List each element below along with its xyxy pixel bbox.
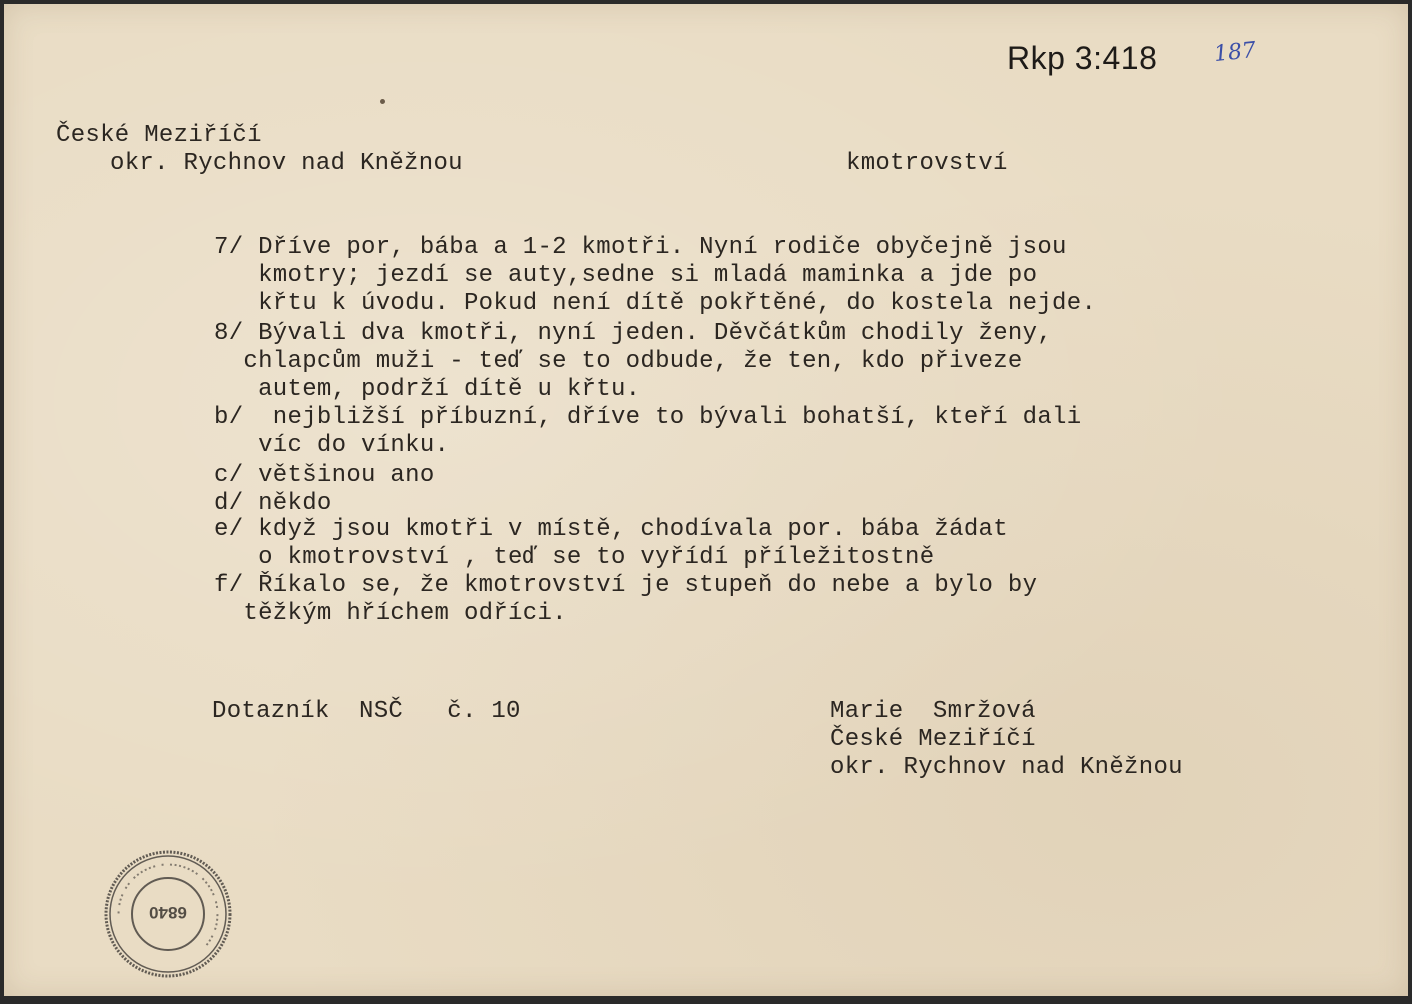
svg-text:▪ ▪▪▪ ▪▪ ▪▪▪▪▪▪ ▪ ▪▪▪▪▪▪▪ ▪▪▪▪: ▪ ▪▪▪ ▪▪ ▪▪▪▪▪▪ ▪ ▪▪▪▪▪▪▪ ▪▪▪▪▪ ▪▪ ▪▪▪▪ ▪▪▪ bbox=[113, 859, 223, 950]
body-line: b/ nejbližší příbuzní, dříve to bývali bohatší, kteří dali bbox=[214, 404, 1082, 431]
index-card bbox=[4, 4, 1408, 996]
body-line: víc do vínku. bbox=[214, 432, 450, 459]
body-line: f/ Říkalo se, že kmotrovství je stupeň do nebe a bylo by bbox=[214, 572, 1038, 599]
body-line: o kmotrovství , teď se to vyřídí příležitostně bbox=[214, 544, 935, 571]
body-line: těžkým hříchem odříci. bbox=[214, 600, 567, 627]
stamp-number: 6840 bbox=[149, 903, 187, 922]
questionnaire-ref: Dotazník NSČ č. 10 bbox=[212, 698, 521, 725]
body-line: 8/ Bývali dva kmotři, nyní jeden. Děvčátkům chodily ženy, bbox=[214, 320, 1053, 347]
header-place: České Meziříčí bbox=[56, 122, 262, 149]
body-line: kmotry; jezdí se auty,sedne si mladá maminka a jde po bbox=[214, 262, 1038, 289]
author-place: České Meziříčí bbox=[830, 726, 1036, 753]
body-line: e/ když jsou kmotři v místě, chodívala por. bába žádat bbox=[214, 516, 1008, 543]
body-line: křtu k úvodu. Pokud není dítě pokřtěné, do kostela nejde. bbox=[214, 290, 1097, 317]
header-topic: kmotrovství bbox=[846, 150, 1008, 177]
author-name: Marie Smržová bbox=[830, 698, 1036, 725]
archive-stamp bbox=[100, 846, 236, 982]
body-line: 7/ Dříve por, bába a 1-2 kmotři. Nyní rodiče obyčejně jsou bbox=[214, 234, 1067, 261]
header-district: okr. Rychnov nad Kněžnou bbox=[110, 150, 463, 177]
body-line: c/ většinou ano bbox=[214, 462, 435, 489]
shelfmark: Rkp 3:418 bbox=[1007, 40, 1158, 76]
pencil-note: 187 bbox=[1212, 37, 1258, 68]
body-line: d/ někdo bbox=[214, 490, 332, 517]
body-line: autem, podrží dítě u křtu. bbox=[214, 376, 641, 403]
body-line: chlapcům muži - teď se to odbude, že ten, kdo přiveze bbox=[214, 348, 1023, 375]
author-district: okr. Rychnov nad Kněžnou bbox=[830, 754, 1183, 781]
paper-speck bbox=[380, 99, 385, 104]
